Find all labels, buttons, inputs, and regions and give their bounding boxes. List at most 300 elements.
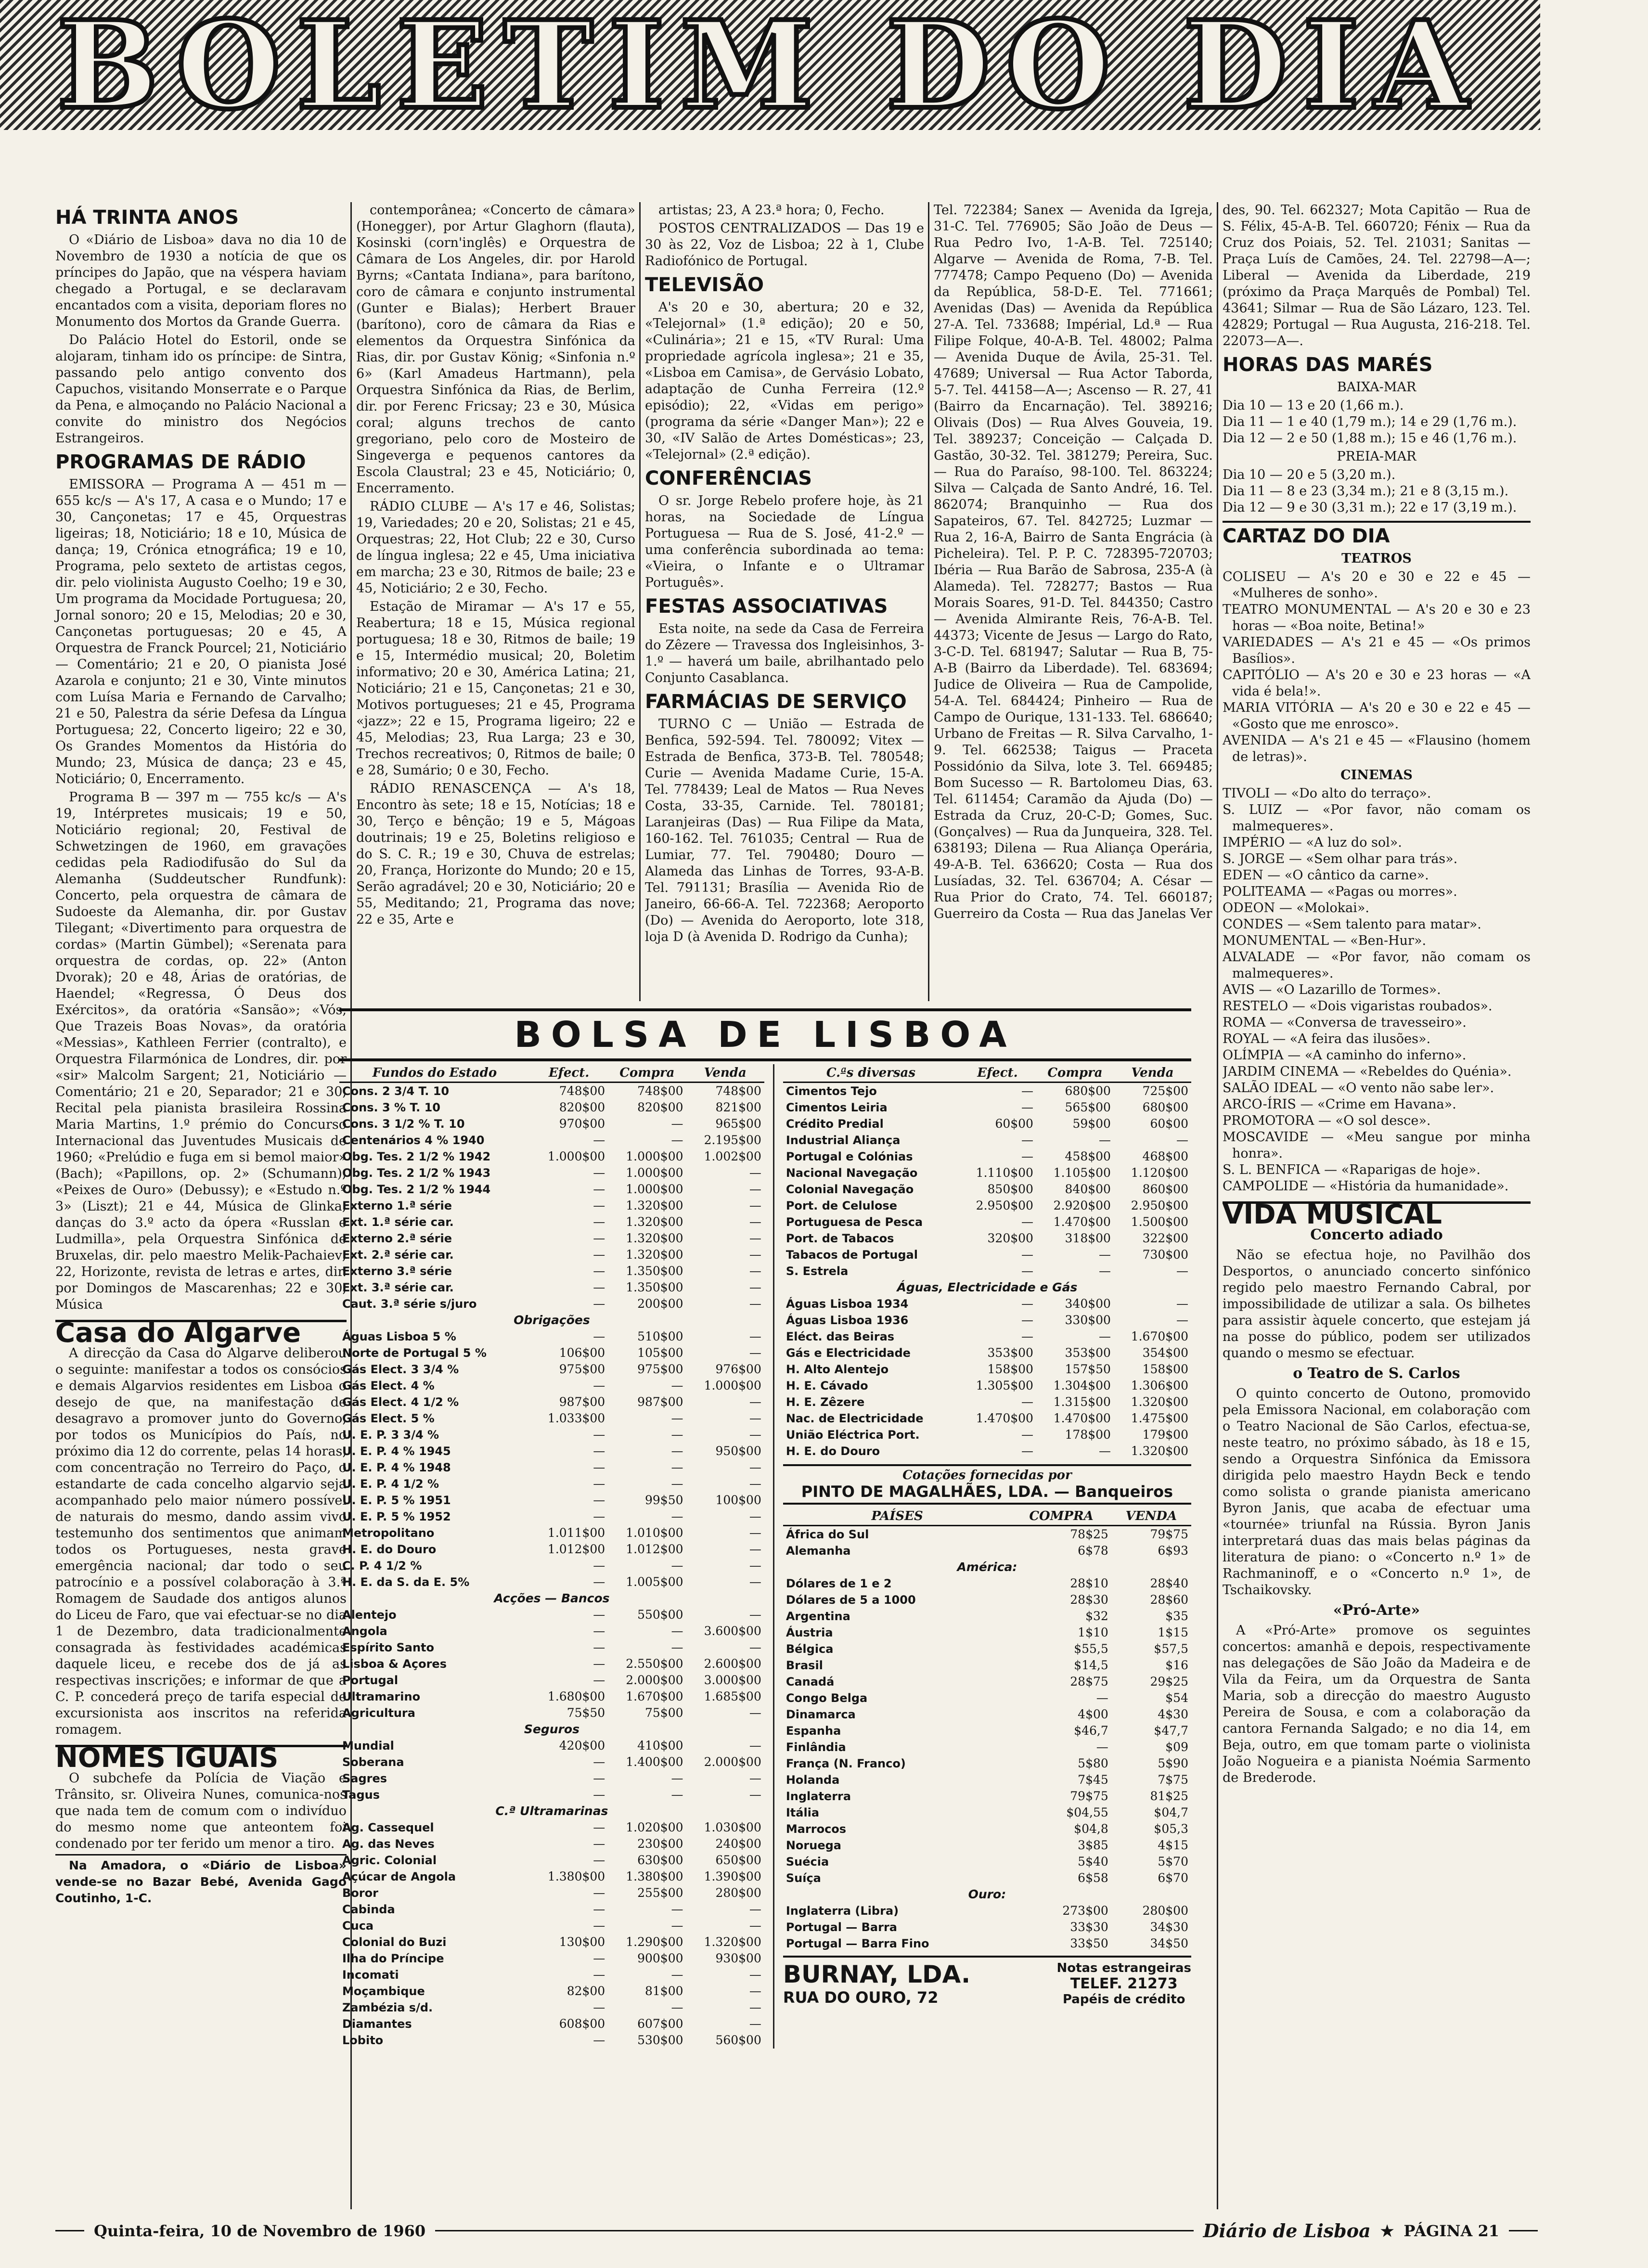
table-cell-value: —	[1098, 1444, 1111, 1458]
table-row	[339, 1819, 764, 1836]
table-cell-value: 320$00	[987, 1231, 1033, 1245]
list-item: AVENIDA — A's 21 e 45 — «Flausino (homem de letras)».	[1223, 733, 1531, 764]
table-row	[783, 1608, 1191, 1624]
table-cell-value: 3.600$00	[704, 1624, 761, 1638]
table-cell-value: —	[1021, 1428, 1033, 1442]
table-cell-name: Cabinda	[342, 1903, 395, 1916]
table-cell-value: 33$50	[1070, 1936, 1108, 1950]
table-cell-value: 179$00	[1142, 1428, 1188, 1442]
table-row	[339, 1263, 764, 1279]
table-group-label: América:	[957, 1560, 1017, 1574]
table-cell-value: 1.470$00	[1053, 1411, 1111, 1425]
table-row	[783, 1886, 1191, 1903]
table-cell-value: —	[749, 1771, 761, 1785]
table-cell-value: 420$00	[559, 1739, 605, 1753]
table-cell-value: 157$50	[1065, 1362, 1111, 1376]
table-cell-value: 130$00	[559, 1935, 605, 1949]
table-cell-value: —	[1096, 1691, 1108, 1705]
paragraph: O quinto concerto de Outono, promovido pela Emissora Nacional, em colaboração com o Teatro Nacional de São Carlos, efectua-se, neste teatro, no próximo sábado, às 18 e 15, sendo a Orquestra Sinfónica da Emissora dirigida pelo maestro Haydn Beck e tendo como solista o grande pianista americano Byron Janis, que acaba de efectuar uma «tournée» triunfal na Rússia. Byron Janis interpretará duas das mais belas páginas da literatura de piano: o «Concerto n.º 1» de Rachmaninoff, e o «Concerto n.º 1», de Tschaikovsky.	[1223, 1386, 1531, 1598]
table-cell-value: 2.950$00	[1131, 1198, 1188, 1212]
masthead	[0, 0, 1540, 136]
table-row	[783, 1657, 1191, 1674]
table-cell-value: —	[671, 1428, 683, 1442]
table-cell-value: 987$00	[559, 1395, 605, 1409]
table-cell-value: 840$00	[1065, 1182, 1111, 1196]
table-cell-value: 200$00	[637, 1297, 683, 1311]
table-row	[783, 1804, 1191, 1821]
table-row	[783, 1165, 1191, 1181]
table-cell-name: Moçambique	[342, 1984, 425, 1998]
column-rule	[773, 1064, 774, 2049]
table-row	[783, 1772, 1191, 1788]
list-item: ODEON — «Molokai».	[1223, 901, 1369, 915]
list-item: EDEN — «O cântico da carne».	[1223, 868, 1429, 883]
table-row	[783, 1361, 1191, 1378]
table-row	[339, 1672, 764, 1688]
table-row	[783, 1132, 1191, 1148]
table-row	[783, 1706, 1191, 1723]
table-cell-value: 5$90	[1158, 1756, 1188, 1770]
list-item: CAMPOLIDE — «História da humanidade».	[1223, 1179, 1509, 1194]
table-cell-value: —	[1176, 1297, 1188, 1311]
table-cell-value: 1.390$00	[704, 1869, 761, 1883]
paragraph: O subchefe da Polícia de Viação e Trânsito, sr. Oliveira Nunes, comunica-nos que nada tem de comum com o indivíduo do mesmo nome que anteontem foi condenado por ter ferido um menor a tiro.	[55, 1771, 347, 1851]
table-cell-value: —	[593, 1853, 605, 1867]
table-cell-value: 33$30	[1070, 1920, 1108, 1934]
table-cell-value: —	[593, 1624, 605, 1638]
section-heading-farmacias: FARMÁCIAS DE SERVIÇO	[645, 691, 907, 713]
table-row	[339, 1165, 764, 1181]
table-cell-value: —	[671, 1640, 683, 1654]
table-cell-value: 81$00	[645, 1984, 683, 1998]
table-cell-value: 4$15	[1158, 1838, 1188, 1852]
table-cell-value: 725$00	[1142, 1084, 1188, 1098]
table-row	[339, 1803, 764, 1819]
table-row	[783, 1919, 1191, 1935]
table-row	[783, 1443, 1191, 1459]
section-heading-vida-musical: VIDA MUSICAL	[1223, 1201, 1531, 1223]
table-row	[339, 1770, 764, 1787]
table-cell-value: —	[593, 1280, 605, 1294]
table-row	[783, 1328, 1191, 1345]
table-cell-name: Ext. 1.ª série car.	[342, 1215, 454, 1229]
table-cell-value: 1.030$00	[704, 1820, 761, 1834]
table-cell-value: 748$00	[715, 1084, 761, 1098]
table-cell-name: Gás Elect. 4 %	[342, 1379, 435, 1392]
table-cell-value: —	[749, 1198, 761, 1212]
paragraph: contemporânea; «Concerto de câmara» (Honegger), por Artur Glaghorn (flauta), Kosinski (corn'inglês) e Orquestra de Câmara de Los Angeles, dir. por Harold Byrns; «Cantata Indiana», para barítono, coro de câmara e conjunto instrumental (Gunter e Bialas); Herbert Brauer (barítono), coro de câmara da Rias e elementos da Orquestra Sinfónica da Rias, dir. por Gustav König; «Sinfonia n.º 6» (Karl Amadeus Hartmann), pela Orquestra Sinfónica da Rias, de Berlim, dir. por Ferenc Fricsay; 23 e 30, Música coral; alguns trechos de canto gregoriano, pelo coro de Mosteiro de Singeverga e pequenos cantores da Escola Claustral; 23 e 45, Noticiário; 0, Encerramento.	[356, 203, 635, 496]
column-header: VENDA	[1111, 1508, 1191, 1526]
table-cell-value: 354$00	[1142, 1346, 1188, 1360]
table-cell-value: —	[1021, 1329, 1033, 1343]
table-cell-value: 1$10	[1078, 1625, 1108, 1639]
table-cell-value: 1.033$00	[547, 1411, 605, 1425]
table-cell-value: —	[593, 1444, 605, 1458]
table-cell-name: Argentina	[785, 1610, 850, 1623]
table-cell-value: —	[671, 1411, 683, 1425]
table-cell-name: Gás Elect. 3 3/4 %	[342, 1363, 459, 1376]
list-item: TEATRO MONUMENTAL — A's 20 e 30 e 23 horas — «Boa noite, Betina!»	[1223, 602, 1531, 633]
section-heading-casa-algarve: Casa do Algarve	[55, 1320, 347, 1341]
masthead-title: BOLETIM DO DIA	[56, 0, 1484, 136]
table-cell-value: —	[749, 1575, 761, 1589]
table-cell-value: 1.685$00	[704, 1689, 761, 1703]
list-item: Dia 12 — 2 e 50 (1,88 m.); 15 e 46 (1,76 m.).	[1223, 431, 1517, 446]
table-cell-value: 29$25	[1150, 1675, 1188, 1688]
table-cell-name: H. E. da S. da E. 5%	[342, 1575, 470, 1589]
paragraph: RÁDIO RENASCENÇA — A's 18, Encontro às sete; 18 e 15, Notícias; 18 e 30, Terço e bênção; 19 e 5, Mágoas doutrinais; 19 e 25, Boletins religioso e do S. C. R.; 19 e 30, Chuva de estrelas; 20, França, Horizonte do Mundo; 20 e 15, Serão agradável; 20 e 30, Noticiário; 20 e 55, Meditando; 21, Programa das nove; 22 e 35, Arte e	[356, 781, 635, 927]
table-row	[783, 1279, 1191, 1296]
table-row	[783, 1345, 1191, 1361]
table-cell-value: $04,55	[1066, 1805, 1108, 1819]
table-cell-value: —	[1021, 1248, 1033, 1262]
table-cell-value: 28$30	[1070, 1593, 1108, 1607]
table-row	[339, 1525, 764, 1541]
table-cell-value: —	[749, 1395, 761, 1409]
table-row	[339, 1541, 764, 1558]
table-cell-value: —	[749, 1215, 761, 1229]
list-item: ROYAL — «A feira das ilusões».	[1223, 1031, 1431, 1046]
table-cell-name: Tabacos de Portugal	[785, 1248, 918, 1262]
companhias-table	[783, 1064, 1191, 1459]
table-cell-value: 680$00	[1065, 1084, 1111, 1098]
table-cell-value: —	[749, 1460, 761, 1474]
table-cell-name: H. E. Zêzere	[785, 1395, 865, 1409]
table-cell-name: Diamantes	[342, 2017, 412, 2031]
table-cell-value: 1$15	[1158, 1625, 1188, 1639]
table-row	[783, 1427, 1191, 1443]
table-cell-value: 850$00	[987, 1182, 1033, 1196]
table-row	[339, 1721, 764, 1738]
table-cell-value: 5$40	[1078, 1855, 1108, 1869]
table-cell-name: Portugal e Colónias	[785, 1150, 913, 1163]
table-cell-value: 510$00	[637, 1329, 683, 1343]
table-cell-value: —	[593, 2033, 605, 2047]
table-cell-name: Itália	[785, 1806, 820, 1819]
table-cell-value: 1.002$00	[704, 1149, 761, 1163]
table-row	[339, 1934, 764, 1950]
table-row	[339, 1705, 764, 1721]
table-cell-name: França (N. Franco)	[785, 1757, 906, 1770]
table-cell-value: —	[593, 1428, 605, 1442]
table-cell-value: 630$00	[637, 1853, 683, 1867]
table-cell-value: 79$75	[1070, 1789, 1108, 1803]
table-group-label: C.ª Ultramarinas	[495, 1804, 608, 1818]
bolsa-de-lisboa	[339, 1008, 1191, 2115]
table-cell-name: Agricultura	[342, 1706, 415, 1720]
table-cell-value: —	[593, 1968, 605, 1982]
table-cell-name: Angola	[342, 1624, 387, 1638]
table-cell-value: 75$50	[566, 1706, 605, 1720]
table-cell-value: 5$70	[1158, 1855, 1188, 1869]
rule	[55, 2230, 84, 2231]
table-row	[339, 1345, 764, 1361]
star-icon: ★	[1380, 2221, 1394, 2240]
table-cell-name: Espírito Santo	[342, 1641, 434, 1654]
column-header: Efect.	[959, 1064, 1036, 1082]
table-row	[783, 1230, 1191, 1247]
table-cell-value: 106$00	[559, 1346, 605, 1360]
table-row	[783, 1690, 1191, 1706]
list-item: Dia 12 — 9 e 30 (3,31 m.); 22 e 17 (3,19 m.).	[1223, 500, 1517, 515]
list-item: S. LUIZ — «Por favor, não comam os malmequeres».	[1223, 802, 1531, 834]
paragraph: Estação de Miramar — A's 17 e 55, Reabertura; 18 e 15, Música regional portuguesa; 18 e 30, Ritmos de baile; 19 e 15, Intermédio musical; 20, Boletim informativo; 20 e 30, América Latina; 21, Noticiário; 21 e 15, Cançonetas; 21 e 30, Motivos portugueses; 21 e 45, Programa «jazz»; 22 e 15, Programa ligeiro; 22 e 45, Melodias; 23, Rua Larga; 23 e 30, Trechos recreativos; 0, Ritmos de baile; 0 e 28, Sumário; 0 e 30, Fecho.	[356, 599, 635, 778]
list-item: MARIA VITÓRIA — A's 20 e 30 e 22 e 45 — «Gosto que me enrosco».	[1223, 700, 1531, 732]
table-cell-value: —	[671, 1460, 683, 1474]
table-cell-value: —	[749, 1297, 761, 1311]
table-cell-value: —	[749, 1608, 761, 1622]
list-item: Dia 10 — 13 e 20 (1,66 m.).	[1223, 398, 1404, 413]
column-header: Compra	[1036, 1064, 1114, 1082]
table-cell-value: —	[593, 1509, 605, 1523]
table-cell-value: —	[1098, 1264, 1111, 1278]
table-cell-name: C. P. 4 1/2 %	[342, 1559, 422, 1572]
list-item: PROMOTORA — «O sol desce».	[1223, 1113, 1431, 1128]
table-cell-value: 28$10	[1070, 1576, 1108, 1590]
table-row	[783, 1148, 1191, 1165]
table-cell-value: —	[749, 1248, 761, 1262]
table-cell-value: 2.550$00	[626, 1657, 683, 1671]
table-row	[339, 1459, 764, 1476]
table-cell-value: —	[1096, 1740, 1108, 1754]
table-row	[339, 1901, 764, 1918]
table-cell-value: —	[671, 1444, 683, 1458]
table-cell-value: 550$00	[637, 1608, 683, 1622]
ad-papeis: Papéis de crédito	[1062, 1992, 1185, 2007]
table-cell-value: 730$00	[1142, 1248, 1188, 1262]
table-group-label: Obrigações	[514, 1313, 590, 1327]
table-cell-value: 950$00	[715, 1444, 761, 1458]
table-row	[783, 1575, 1191, 1592]
section-heading-conferencias: CONFERÊNCIAS	[645, 467, 812, 490]
table-cell-name: Congo Belga	[785, 1691, 868, 1705]
teatros-list	[1223, 569, 1531, 765]
table-cell-value: 105$00	[637, 1346, 683, 1360]
table-cell-value: 1.105$00	[1053, 1166, 1111, 1180]
table-cell-value: 1.110$00	[976, 1166, 1033, 1180]
table-row	[339, 1247, 764, 1263]
table-row	[339, 1738, 764, 1754]
table-cell-name: Crédito Predial	[785, 1117, 884, 1131]
table-cell-name: Incomati	[342, 1968, 399, 1982]
table-cell-value: 820$00	[559, 1100, 605, 1114]
table-cell-name: Lobito	[342, 2034, 384, 2047]
table-header-row	[783, 1064, 1191, 1082]
table-row	[783, 1641, 1191, 1657]
table-cell-value: 1.320$00	[626, 1231, 683, 1245]
table-cell-value: —	[671, 1133, 683, 1147]
table-cell-value: —	[1021, 1215, 1033, 1229]
paragraph: Não se efectua hoje, no Pavilhão dos Desportos, o anunciado concerto sinfónico regido pelo maestro Fernando Cabral, por impossibilidade de utilizar a sala. Os bilhetes para assistir àquele concerto, que estejam já na posse do público, podem ser utilizados quando o mesmo se efectuar.	[1223, 1248, 1531, 1361]
table-row	[783, 1559, 1191, 1575]
table-cell-value: 1.350$00	[626, 1264, 683, 1278]
table-cell-value: —	[1021, 1395, 1033, 1409]
table-cell-value: 2.600$00	[704, 1657, 761, 1671]
table-cell-name: Cons. 3 % T. 10	[342, 1101, 440, 1114]
table-row	[339, 1574, 764, 1590]
table-cell-value: —	[593, 1329, 605, 1343]
table-cell-value: 2.950$00	[976, 1198, 1033, 1212]
table-cell-value: 1.320$00	[1131, 1395, 1188, 1409]
table-cell-value: 158$00	[1142, 1362, 1188, 1376]
table-row	[783, 1674, 1191, 1690]
table-cell-value: $14,5	[1074, 1658, 1108, 1672]
footer	[55, 2220, 1538, 2242]
table-cell-value: 860$00	[1142, 1182, 1188, 1196]
paragraph: EMISSORA — Programa A — 451 m — 655 kc/s — A's 17, A casa e o Mundo; 17 e 30, Cançonetas; 17 e 45, Orquestras ligeiras; 18, Noticiário; 18 e 10, Música de dança; 19, Crónica etnográfica; 19 e 10, Programa, pelo sexteto de artistas cegos, dir. pelo violinista Augusto Coelho; 19 e 30, Um programa da Mocidade Portuguesa; 20, Jornal sonoro; 20 e 15, Melodias; 20 e 30, Cançonetas portuguesas; 20 e 45, A Orquestra de Franck Pourcel; 21, Noticiário — Comentário; 21 e 20, O pianista José Azarola e conjunto; 21 e 30, Vinte minutos com Luísa Maria e Fernando de Carvalho; 21 e 50, Palestra da série Defesa da Língua Portuguesa; 22, Concerto ligeiro; 22 e 30, Os Grandes Momentos da História do Mundo; 23, Música de dança; 23 e 45, Noticiário; 0, Encerramento.	[55, 477, 347, 786]
table-cell-value: —	[749, 1509, 761, 1523]
table-cell-value: —	[671, 1559, 683, 1572]
table-row	[339, 1492, 764, 1508]
table-cell-value: 1.000$00	[704, 1379, 761, 1392]
table-cell-value: $47,7	[1154, 1724, 1188, 1738]
table-cell-name: Alentejo	[342, 1608, 397, 1622]
footer-paper: Diário de Lisboa	[1203, 2220, 1371, 2242]
table-cell-value: —	[749, 1411, 761, 1425]
column-header: Fundos do Estado	[339, 1064, 530, 1082]
table-cell-value: 748$00	[637, 1084, 683, 1098]
table-row	[339, 1181, 764, 1198]
table-cell-value: $16	[1165, 1658, 1188, 1672]
ad-telef: TELEF. 21273	[1070, 1975, 1178, 1992]
table-cell-value: 820$00	[637, 1100, 683, 1114]
table-cell-name: Ag. Cassequel	[342, 1821, 434, 1834]
table-cell-name: Colonial do Buzi	[342, 1935, 447, 1949]
paragraph: RÁDIO CLUBE — A's 17 e 46, Solistas; 19, Variedades; 20 e 20, Solistas; 21 e 45, Orquestras; 22, Hot Club; 22 e 30, Curso de língua inglesa; 22 e 45, Uma iniciativa em marcha; 23 e 30, Ritmos de baile; 23 e 45, Noticiário; 2 e 30, Fecho.	[356, 499, 635, 596]
table-cell-name: Portugal — Barra	[785, 1920, 897, 1934]
table-cell-name: Lisboa & Açores	[342, 1657, 447, 1671]
table-cell-value: 1.680$00	[547, 1689, 605, 1703]
table-cell-value: —	[749, 1640, 761, 1654]
table-cell-name: Tagus	[342, 1788, 380, 1802]
table-group-label: Ouro:	[968, 1887, 1006, 1901]
table-cell-value: —	[593, 1837, 605, 1851]
table-cell-value: —	[749, 1788, 761, 1802]
table-cell-name: Gás Elect. 5 %	[342, 1412, 435, 1425]
table-row	[339, 1918, 764, 1934]
column-header: Venda	[1114, 1064, 1191, 1082]
rule	[435, 2230, 1193, 2231]
cinemas-label: CINEMAS	[1340, 768, 1413, 783]
table-row	[339, 1656, 764, 1672]
table-cell-value: 608$00	[559, 2017, 605, 2031]
table-cell-value: —	[1021, 1297, 1033, 1311]
table-cell-value: 75$00	[645, 1706, 683, 1720]
table-cell-value: 4$30	[1158, 1707, 1188, 1721]
table-cell-name: Alemanha	[785, 1544, 851, 1558]
table-cell-name: Dólares de 1 e 2	[785, 1577, 892, 1590]
table-cell-name: Metropolitano	[342, 1526, 435, 1540]
column-header: C.ªs diversas	[783, 1064, 959, 1082]
table-row	[339, 1590, 764, 1607]
table-cell-name: H. Alto Alentejo	[785, 1363, 889, 1376]
table-cell-value: 1.000$00	[626, 1166, 683, 1180]
table-cell-value: —	[671, 1902, 683, 1916]
table-cell-value: 79$75	[1150, 1527, 1188, 1541]
table-cell-name: Nacional Navegação	[785, 1166, 918, 1180]
table-cell-value: —	[749, 1166, 761, 1180]
table-cell-value: 60$00	[995, 1117, 1033, 1131]
table-cell-value: —	[593, 1264, 605, 1278]
column-rule	[1217, 202, 1218, 2209]
table-cell-value: 100$00	[715, 1493, 761, 1507]
table-cell-name: H. E. Cávado	[785, 1379, 868, 1392]
table-row	[783, 1410, 1191, 1427]
table-cell-value: $46,7	[1074, 1724, 1108, 1738]
paragraph: Programa B — 397 m — 755 kc/s — A's 19, Intérpretes musicais; 19 e 50, Noticiário regional; 20, Festival de Schwetzingen de 1960, em gravações cedidas pela Radiodifusão do Sul da Alemanha (Suddeutscher Rundfunk): Concerto, pela orquestra de câmara de Sudoeste da Alemanha, dir. por Gustav Tilegant; «Divertimento para orquestra de cordas» (Martin Gümbel); «Serenata para orquestra de cordas, op. 22» (Anton Dvorak); 20 e 48, Árias de oratórias, de Haendel; «Regressa, Ó Deus dos Exércitos», da oratória «Sansão»; «Vós, Que Trazeis Boas Novas», da oratória «Messias», Kathleen Ferrier (contralto), e Orquestra Filarmónica de Londres, dir. por «sir» Malcolm Sargent; 21, Noticiário — Comentário; 21 e 20, Separador; 21 e 30, Recital pela pianista brasileira Rossina Maria Martins, 1.º prémio do Concurso Internacional das Juventudes Musicais de 1960; «Prelúdio e fuga em si bemol maior» (Bach); «Papillons, op. 2» (Schumann); «Peixes de Ouro» (Debussy); e «Estudo n.º 3» (Liszt); 21 e 44, Música de Glinka; danças do 3.º acto da ópera «Russlan e Ludmilla», pela Orquestra Sinfónica de Bruxelas, dir. pelo maestro Melik-Pachaiev; 22, Horizonte, revista de letras e artes, dir. por Domingos de Mascarenhas; 22 e 30, Música	[55, 790, 347, 1312]
table-row	[339, 1607, 764, 1623]
list-item: AVIS — «O Lazarillo de Tormes».	[1223, 982, 1441, 997]
column-1	[55, 202, 347, 2214]
paragraph: Tel. 722384; Sanex — Avenida da Igreja, 31-C. Tel. 776905; São João de Deus — Rua Pedro Ivo, 1-A-B. Tel. 725140; Algarve — Avenida de Roma, 7-B. Tel. 777478; Campo Pequeno (Do) — Avenida da República, 58-D-E. Tel. 771661; Avenidas (Das) — Avenida da República 27-A. Tel. 733688; Impérial, Ld.ª — Rua Filipe Folque, 40-A-B. Tel. 48002; Palma — Avenida Duque de Ávila, 25-31. Tel. 47689; Universal — Rua Actor Taborda, 5-7. Tel. 44158—A—; Ascenso — R. 27, 41 (Bairro da Encarnação). Tel. 389216; Olivais (Dos) — Rua Alves Gouveia, 19. Tel. 389237; Conceição — Calçada D. Gastão, 30-32. Tel. 381279; Pereira, Suc. — Rua do Paraíso, 98-100. Tel. 863224; Silva — Calçada de Santo André, 16. Tel. 862074; Branquinho — Rua dos Sapateiros, 67. Tel. 842725; Luzmar — Rua 2, 16-A, Bairro de Santa Engrácia (à Picheleira). Tel. P. P. C. 728395-720703; Ibéria — Rua Barão de Sabrosa, 235-A (à Alameda). Tel. 728277; Bastos — Rua Morais Soares, 91-D. Tel. 844350; Castro — Avenida Almirante Reis, 76-A-B. Tel. 44373; Vicente de Jesus — Largo do Rato, 3-C-D. Tel. 681947; Salutar — Rua B, 75-A-B (Bairro da Liberdade). Tel. 683694; Judice de Oliveira — Rua de Campolide, 54-A. Tel. 684424; Pinheiro — Rua de Campo de Ourique, 131-133. Tel. 686640; Urbano de Freitas — R. Silva Carvalho, 1-9. Tel. 662538; Taigus — Praceta Possidónio da Silva, lote 3. Tel. 669485; Bom Sucesso — R. Bartolomeu Dias, 63. Tel. 611454; Caramão da Ajuda (Do) — Estrada da Cruz, 20-C-D; Gomes, Suc. (Gonçalves) — Rua da Junqueira, 328. Tel. 638193; Dilena — Rua Aliança Operária, 49-A-B. Tel. 636620; Costa — Rua dos Lusíadas, 32. Tel. 636704; A. César — Rua Prior do Crato, 74. Tel. 660187; Guerreiro da Costa — Rua das Janelas Ver	[934, 203, 1213, 921]
table-row	[783, 1082, 1191, 1100]
table-cell-name: U. E. P. 5 % 1952	[342, 1510, 451, 1523]
table-row	[783, 1394, 1191, 1410]
table-cell-value: 560$00	[715, 2033, 761, 2047]
table-cell-value: 6$70	[1158, 1871, 1188, 1885]
ad-name: BURNAY, LDA.	[783, 1960, 971, 1988]
table-cell-value: 1.020$00	[626, 1820, 683, 1834]
table-header-row	[783, 1508, 1191, 1526]
table-cell-value: 607$00	[637, 2017, 683, 2031]
subheading-concerto-adiado: Concerto adiado	[1310, 1226, 1443, 1243]
column-4	[934, 202, 1213, 1001]
table-cell-value: $55,5	[1074, 1642, 1108, 1656]
table-cell-value: 565$00	[1065, 1100, 1111, 1114]
table-cell-value: 970$00	[559, 1117, 605, 1131]
table-cell-name: Cimentos Tejo	[785, 1084, 877, 1098]
table-cell-name: Boror	[342, 1886, 378, 1900]
paragraph: des, 90. Tel. 662327; Mota Capitão — Rua de S. Félix, 45-A-B. Tel. 660720; Fénix — Rua da Cruz dos Poiais, 52. Tel. 21031; Sanitas — Praça Luís de Camões, 24. Tel. 22798—A—; Liberal — Avenida da Liberdade, 219 (próximo da Praça Marquês de Pombal) Tel. 43641; Silmar — Rua de São Lázaro, 123. Tel. 42829; Portugal — Rua Augusta, 216-218. Tel. 22073—A—.	[1223, 203, 1531, 348]
table-cell-value: 353$00	[1065, 1346, 1111, 1360]
table-row	[339, 1999, 764, 2016]
table-cell-value: 81$25	[1150, 1789, 1188, 1803]
table-cell-name: Ilha do Príncipe	[342, 1952, 444, 1965]
table-cell-value: 1.500$00	[1131, 1215, 1188, 1229]
table-group-label: Águas, Electricidade e Gás	[897, 1280, 1078, 1294]
list-item: CAPITÓLIO — A's 20 e 30 e 23 horas — «A vida é bela!».	[1223, 668, 1531, 699]
table-cell-value: —	[749, 1919, 761, 1933]
table-cell-name: Cuca	[342, 1919, 374, 1933]
table-cell-name: Águas Lisboa 5 %	[342, 1330, 456, 1343]
table-cell-name: Cons. 2 3/4 T. 10	[342, 1084, 450, 1098]
list-item: JARDIM CINEMA — «Rebeldes do Quénia».	[1223, 1064, 1512, 1079]
table-row	[339, 1214, 764, 1230]
table-row	[783, 1378, 1191, 1394]
table-row	[339, 1967, 764, 1983]
table-cell-name: U. E. P. 3 3/4 %	[342, 1428, 439, 1442]
table-cell-value: 1.475$00	[1131, 1411, 1188, 1425]
table-cell-value: 353$00	[987, 1346, 1033, 1360]
table-cell-name: Noruega	[785, 1839, 841, 1852]
table-cell-value: 1.304$00	[1053, 1379, 1111, 1392]
table-cell-value: 1.380$00	[547, 1869, 605, 1883]
table-cell-name: Inglaterra	[785, 1790, 851, 1803]
table-row	[783, 1723, 1191, 1739]
table-row	[339, 1852, 764, 1869]
table-cell-value: 976$00	[715, 1362, 761, 1376]
column-header: Venda	[686, 1064, 764, 1082]
column-header: Compra	[608, 1064, 686, 1082]
table-cell-value: —	[593, 1771, 605, 1785]
table-cell-value: $04,8	[1074, 1822, 1108, 1836]
table-cell-name: U. E. P. 5 % 1951	[342, 1494, 451, 1507]
table-cell-name: Suécia	[785, 1855, 829, 1869]
table-cell-value: —	[749, 1559, 761, 1572]
table-row	[339, 1099, 764, 1116]
table-cell-value: 2.000$00	[704, 1755, 761, 1769]
table-cell-value: —	[749, 1526, 761, 1540]
